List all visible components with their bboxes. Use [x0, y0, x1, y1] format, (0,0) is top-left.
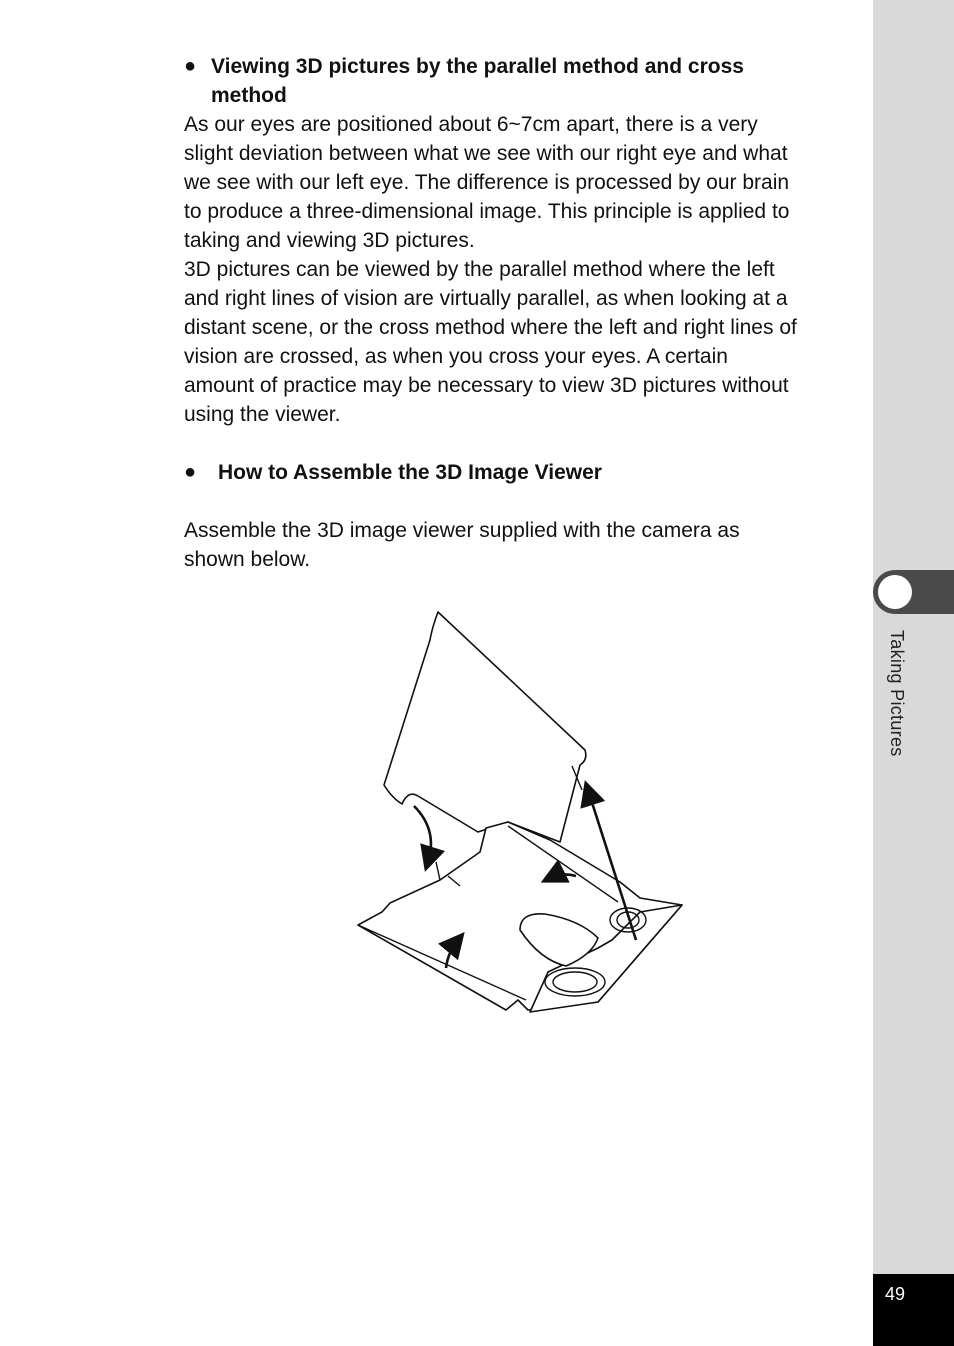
body-line: to produce a three-dimensional image. This principle is applied to [184, 200, 790, 223]
body-line: shown below. [184, 548, 311, 571]
section2-heading-text: How to Assemble the 3D Image Viewer [218, 461, 602, 484]
body-line: 3D pictures can be viewed by the parallel method where the left [184, 258, 775, 281]
section1-body [184, 110, 854, 429]
viewer-assembly-illustration [350, 600, 690, 1020]
body-line: Assemble the 3D image viewer supplied with the camera as [184, 519, 740, 542]
body-line: As our eyes are positioned about 6~7cm apart, there is a very [184, 113, 758, 136]
body-line: vision are crossed, as when you cross your eyes. A certain [184, 345, 728, 368]
main-content [184, 52, 854, 574]
body-line: and right lines of vision are virtually parallel, as when looking at a [184, 287, 788, 310]
section1-heading-line2: method [211, 84, 287, 107]
bullet-icon: ● [184, 461, 197, 483]
body-line: we see with our left eye. The difference is processed by our brain [184, 171, 790, 194]
section2-heading [184, 458, 854, 487]
chapter-tab-circle [878, 575, 912, 609]
section-label: Taking Pictures [887, 630, 907, 757]
page-number: 49 [885, 1284, 906, 1304]
body-line: amount of practice may be necessary to view 3D pictures without [184, 374, 789, 397]
bullet-icon: ● [184, 55, 197, 77]
body-line: distant scene, or the cross method where the left and right lines of [184, 316, 797, 339]
body-line: using the viewer. [184, 403, 341, 426]
body-line: slight deviation between what we see with our right eye and what [184, 142, 788, 165]
section1-heading-line1: Viewing 3D pictures by the parallel method and cross [211, 55, 744, 78]
section2-body [184, 516, 854, 574]
section1-heading [184, 52, 854, 110]
body-line: taking and viewing 3D pictures. [184, 229, 475, 252]
